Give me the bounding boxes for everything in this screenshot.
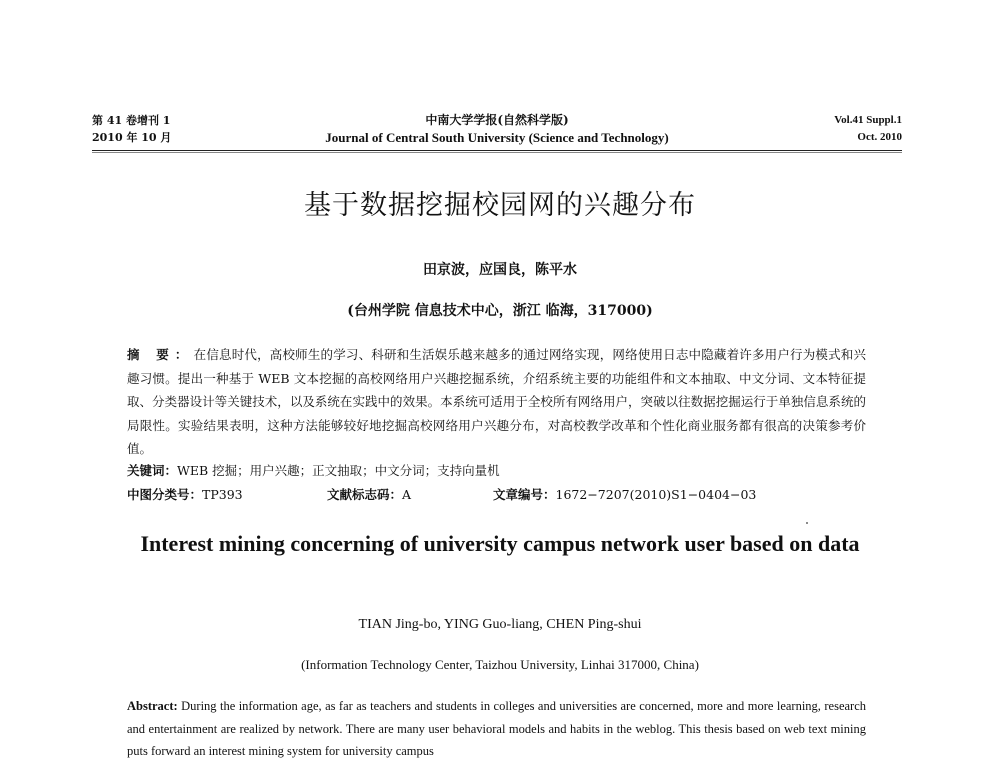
header-date-cn: 2010 年 10 月 bbox=[92, 131, 172, 144]
paper-title-cn: 基于数据挖掘校园网的兴趣分布 bbox=[304, 190, 696, 221]
paper-title-en: Interest mining concerning of university campus network user based on data bbox=[140, 531, 860, 556]
clc-label: 中图分类号： bbox=[127, 487, 203, 502]
affiliation-en: (Information Technology Center, Taizhou University, Linhai 317000, China) bbox=[301, 657, 699, 672]
authors-cn: 田京波，应国良，陈平水 bbox=[423, 262, 577, 278]
affiliation-cn: (台州学院 信息技术中心，浙江 临海，317000) bbox=[347, 303, 653, 319]
header-volume: 第 41 卷增刊 1 bbox=[92, 114, 171, 127]
abstract-en-label: Abstract: bbox=[127, 699, 178, 713]
journal-name-cn: 中南大学学报(自然科学版) bbox=[425, 113, 569, 127]
doc-code bbox=[327, 485, 411, 505]
article-number bbox=[493, 485, 756, 505]
authors-en: TIAN Jing-bo, YING Guo-liang, CHEN Ping-shui bbox=[358, 617, 642, 632]
header-rule bbox=[92, 150, 902, 151]
header-vol-suppl: Vol.41 Suppl.1 bbox=[834, 114, 902, 126]
abstract-en-text: During the information age, as far as teachers and students in colleges and universities are concerned, more and more learning, research and entertainment are realized by network. There are many user behavioral models and habits in the weblog. This thesis based on web text mining puts forward an interest mining system for university campus bbox=[127, 699, 867, 758]
clc-value: TP393 bbox=[202, 487, 243, 502]
abstract-en bbox=[127, 695, 866, 763]
doc-label: 文献标志码： bbox=[327, 487, 403, 502]
header-date-en: Oct. 2010 bbox=[857, 131, 902, 143]
keywords-cn bbox=[127, 461, 500, 481]
keywords-cn-label: 关键词： bbox=[127, 463, 178, 478]
header-vol-en bbox=[834, 112, 902, 146]
clc-code bbox=[127, 487, 243, 502]
abstract-cn-label: 摘 要： bbox=[127, 347, 194, 362]
article-value: 1672−7207(2010)S1−0404−03 bbox=[555, 487, 757, 502]
classification-line bbox=[127, 485, 867, 505]
running-header bbox=[92, 112, 902, 152]
journal-name-en: Journal of Central South University (Science and Technology) bbox=[325, 130, 669, 145]
abstract-cn bbox=[127, 343, 866, 461]
scan-speck bbox=[806, 522, 808, 524]
article-label: 文章编号： bbox=[493, 487, 556, 502]
header-rule-thin bbox=[92, 152, 902, 153]
abstract-cn-text: 在信息时代，高校师生的学习、科研和生活娱乐越来越多的通过网络实现，网络使用日志中隐藏着许多用户行为模式和兴趣习惯。提出一种基于 WEB 文本挖掘的高校网络用户兴趣挖掘系统，介绍系统主要的功能组件和文本抽取、中文分词、文本特征提取、分类器设计等关键技术，以及系统在实践中的效果。本系统可适用于全校所有网络用户，突破以往数据挖掘运行于单独信息系统的局限性。实验结果表明，这种方法能够较好地挖掘高校网络用户兴趣分布，对高校教学改革和个性化商业服务都有很高的决策参考价值。 bbox=[127, 347, 866, 456]
doc-value: A bbox=[402, 487, 412, 502]
keywords-cn-text: WEB 挖掘；用户兴趣；正文抽取；中文分词；支持向量机 bbox=[177, 463, 500, 478]
header-journal bbox=[92, 112, 902, 146]
